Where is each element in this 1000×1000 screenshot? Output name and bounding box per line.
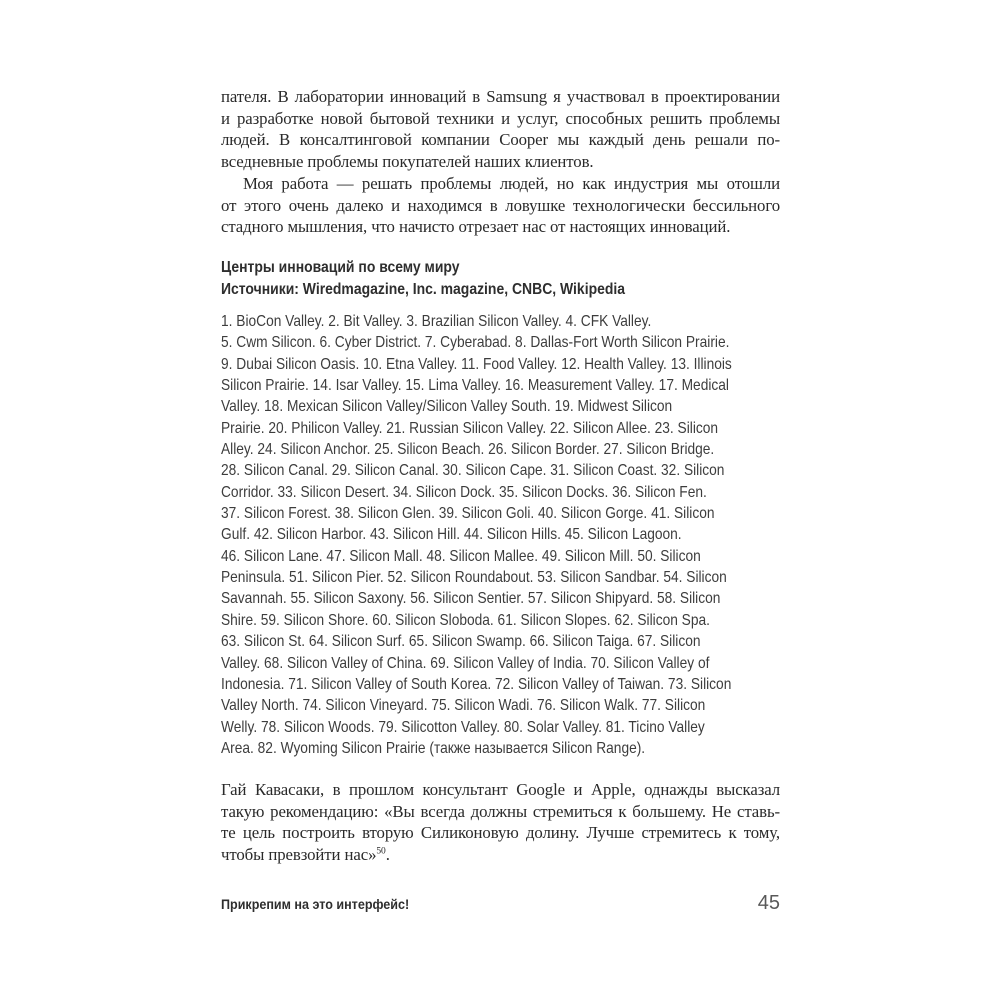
page-number: 45 bbox=[757, 892, 780, 914]
list-line: Corridor. 33. Silicon Desert. 34. Silicon Dock. 35. Silicon Docks. 36. Silicon Fen. bbox=[221, 483, 707, 501]
list-line: 37. Silicon Forest. 38. Silicon Glen. 39. Silicon Goli. 40. Silicon Gorge. 41. Silicon bbox=[221, 505, 715, 523]
innovation-hubs-list bbox=[221, 311, 795, 759]
quote-last-line: чтобы превзойти нас» bbox=[221, 845, 377, 865]
list-line: 46. Silicon Lane. 47. Silicon Mall. 48. Silicon Mallee. 49. Silicon Mill. 50. Silicon bbox=[221, 547, 701, 565]
list-line: 28. Silicon Canal. 29. Silicon Canal. 30. Silicon Cape. 31. Silicon Coast. 32. Silicon bbox=[221, 462, 725, 480]
infobox-sources: Источники: Wiredmagazine, Inc. magazine, CNBC, Wikipedia bbox=[221, 281, 626, 298]
list-line: 63. Silicon St. 64. Silicon Surf. 65. Silicon Swamp. 66. Silicon Taiga. 67. Silicon bbox=[221, 633, 701, 651]
list-line: Savannah. 55. Silicon Saxony. 56. Silicon Sentier. 57. Silicon Shipyard. 58. Silicon bbox=[221, 590, 721, 608]
body-text-line: от этого очень далеко и находимся в ловушке технологически бессильного bbox=[221, 195, 780, 215]
quote-paragraph bbox=[221, 779, 780, 866]
quote-period: . bbox=[385, 845, 390, 865]
infobox-title: Центры инноваций по всему миру bbox=[221, 259, 460, 276]
list-line: 1. BioCon Valley. 2. Bit Valley. 3. Brazilian Silicon Valley. 4. CFK Valley. bbox=[221, 313, 652, 330]
list-line: Valley. 18. Mexican Silicon Valley/Silicon Valley South. 19. Midwest Silicon bbox=[221, 398, 673, 416]
body-text-line: пателя. В лаборатории инноваций в Samsung я участвовал в проектировании bbox=[221, 87, 780, 106]
list-line: Valley. 68. Silicon Valley of China. 69. Silicon Valley of India. 70. Silicon Valley of bbox=[221, 654, 710, 672]
body-text-line: Моя работа — решать проблемы людей, но как индустрия мы отошли bbox=[243, 173, 780, 193]
list-line: Welly. 78. Silicon Woods. 79. Silicotton Valley. 80. Solar Valley. 81. Ticino Valley bbox=[221, 718, 705, 736]
body-text-line: вседневные проблемы покупателей наших клиентов. bbox=[221, 152, 594, 172]
body-text-line: те цель построить вторую Силиконовую долину. Лучше стремитесь к тому, bbox=[221, 823, 780, 843]
list-line: Indonesia. 71. Silicon Valley of South Korea. 72. Silicon Valley of Taiwan. 73. Silicon bbox=[221, 675, 732, 693]
list-line: Alley. 24. Silicon Anchor. 25. Silicon Beach. 26. Silicon Border. 27. Silicon Bridge. bbox=[221, 441, 715, 459]
list-line: Silicon Prairie. 14. Isar Valley. 15. Lima Valley. 16. Measurement Valley. 17. Medical bbox=[221, 377, 729, 395]
list-line: 5. Cwm Silicon. 6. Cyber District. 7. Cyberabad. 8. Dallas-Fort Worth Silicon Prairie. bbox=[221, 334, 730, 352]
body-text-line: такую рекомендацию: «Вы всегда должны стремиться к большему. Не ставь- bbox=[221, 801, 780, 821]
list-line: Valley North. 74. Silicon Vineyard. 75. Silicon Wadi. 76. Silicon Walk. 77. Silicon bbox=[221, 697, 706, 715]
list-line: Area. 82. Wyoming Silicon Prairie (также называется Silicon Range). bbox=[221, 739, 646, 757]
list-line: Shire. 59. Silicon Shore. 60. Silicon Sloboda. 61. Silicon Slopes. 62. Silicon Spa. bbox=[221, 611, 710, 629]
list-line: Peninsula. 51. Silicon Pier. 52. Silicon Roundabout. 53. Silicon Sandbar. 54. Silicon bbox=[221, 569, 727, 587]
body-text-line: и разработке новой бытовой техники и услуг, способных решить проблемы bbox=[221, 108, 780, 128]
infobox-heading bbox=[221, 257, 797, 301]
list-line: Prairie. 20. Philicon Valley. 21. Russian Silicon Valley. 22. Silicon Allee. 23. Silicon bbox=[221, 419, 719, 437]
body-text-line: Гай Кавасаки, в прошлом консультант Google и Apple, однажды высказал bbox=[221, 780, 780, 799]
running-footer bbox=[221, 891, 780, 915]
running-title: Прикрепим на это интерфейс! bbox=[221, 897, 410, 912]
body-text-line: людей. В консалтинговой компании Cooper мы каждый день решали по- bbox=[221, 130, 780, 150]
list-line: 9. Dubai Silicon Oasis. 10. Etna Valley. 11. Food Valley. 12. Health Valley. 13. Illinois bbox=[221, 355, 732, 373]
body-text-line bbox=[221, 844, 780, 866]
list-line: Gulf. 42. Silicon Harbor. 43. Silicon Hill. 44. Silicon Hills. 45. Silicon Lagoon. bbox=[221, 526, 682, 544]
intro-paragraphs bbox=[221, 86, 780, 238]
body-text-line: стадного мышления, что начисто отрезает нас от настоящих инноваций. bbox=[221, 217, 731, 237]
footnote-reference: 50 bbox=[376, 846, 386, 857]
